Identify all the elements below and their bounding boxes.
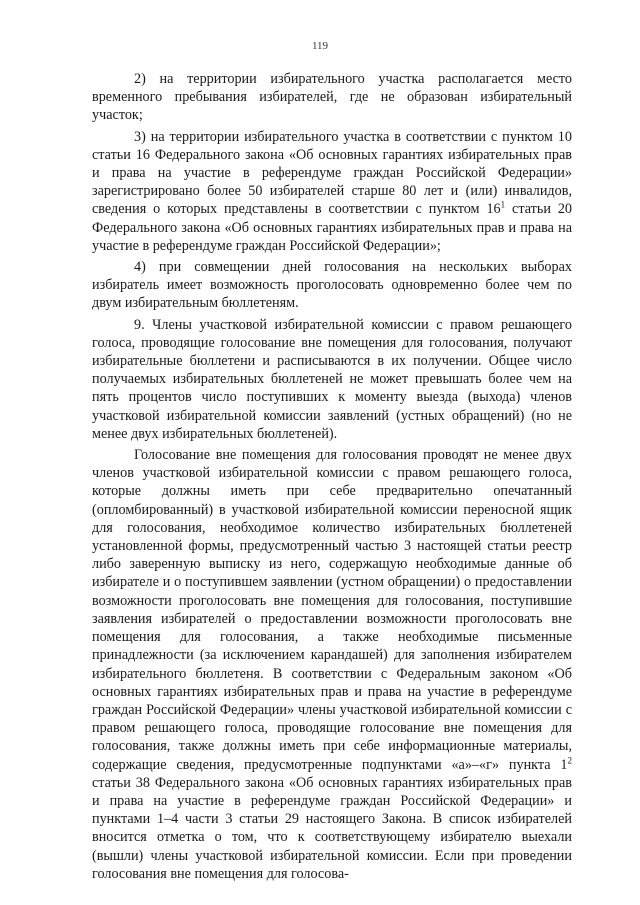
superscript-index: 1 <box>500 199 506 210</box>
paragraph-item-4: 4) при совмещении дней голосования на нескольких выборах избиратель имеет возможность проголосовать одновременно более чем по двум избирательным бюллетеням. <box>92 259 572 312</box>
paragraph-text: 3) на территории избирательного участка в соответствии с пунктом 10 статьи 16 Федерального закона «Об основных гарантиях избирательных прав и права на участие в референдуме граждан Российской Федерации» зарегистрировано более 50 избирателей старше 80 лет и (или) инвалидов, сведения о которых представлены в соответствии с пунктом 16 <box>92 128 572 218</box>
superscript-index: 2 <box>567 754 572 765</box>
paragraph-text: статьи 20 Федерального закона «Об основных гарантиях избирательных прав и права на участие в референдуме граждан Российской Федерации»; <box>92 201 573 254</box>
document-body <box>92 70 572 888</box>
paragraph-text: Голосование вне помещения для голосования проводят не менее двух членов участковой избирательной комиссии с правом решающего голоса, которые должны иметь при себе предварительно опечатанный (опломбированный) в участковой избирательной комиссии переносной ящик для голосования, необходимое количество избирательных бюллетеней установленной формы, предусмотренный частью 3 настоящей статьи реестр либо заверенную выписку из него, содержащую необходимые данные об избирателе и о поступившем заявлении (устном обращении) о предоставлении возможности проголосовать вне помещения для голосования, поступившие заявления избирателей о предоставлении возможности проголосовать вне помещения для голосования, а также необходимые письменные принадлежности (за исключением карандашей) для заполнения избирателем избирательного бюллетеня. В соответствии с Федеральным законом «Об основных гарантиях избирательных прав и права на участие в референдуме граждан Российской Федерации» члены участковой избирательной комиссии с правом решающего голоса, проводящие голосование вне помещения для голосования, также должны иметь при себе информационные материалы, содержащие сведения, предусмотренные подпунктами «а»–«г» пункта 1 <box>92 447 572 773</box>
paragraph-item-3 <box>92 128 572 255</box>
paragraph-outside-voting <box>92 446 572 883</box>
paragraph-item-2: 2) на территории избирательного участка располагается место временного пребывания избирателей, где не образован избирательный участок; <box>92 71 572 124</box>
paragraph-text: статьи 38 Федерального закона «Об основных гарантиях избирательных прав и права на участие в референдуме граждан Российской Федерации» и пунктами 1–4 части 3 статьи 29 настоящего Закона. В список избирателей вносится отметка о том, что к соответствующему избирателю выехали (вышли) члены участковой избирательной комиссии. Если при проведении голосования вне помещения для голосова- <box>92 774 572 882</box>
page-number: 119 <box>311 40 329 52</box>
paragraph-point-9: 9. Члены участковой избирательной комиссии с правом решающего голоса, проводящие голосование вне помещения для голосования, получают избирательные бюллетени и расписываются в их получении. Общее число получаемых избирательных бюллетеней не может превышать более чем на пять процентов число поступивших к моменту выезда (выхода) членов участковой избирательной комиссии заявлений (устных обращений) (но не менее двух избирательных бюллетеней). <box>92 316 572 442</box>
